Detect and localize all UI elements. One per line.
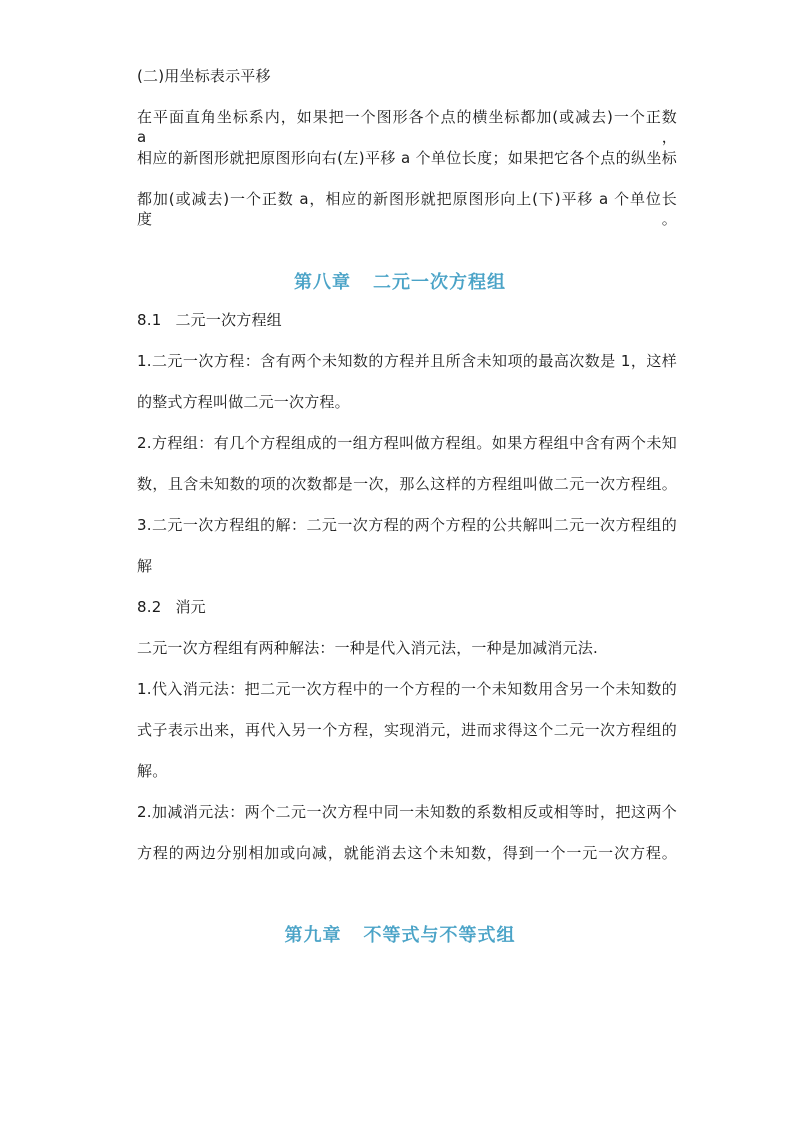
paragraph-line: 1.二元一次方程：含有两个未知数的方程并且所含未知项的最高次数是 1，这样 (137, 352, 677, 370)
subsection-title: 二元一次方程组 (175, 311, 282, 329)
paragraph-line: 的整式方程叫做二元一次方程。 (137, 393, 350, 411)
subsection-title: 消元 (175, 598, 206, 616)
chapter-label: 第八章 (294, 272, 351, 293)
paragraph-line: 二元一次方程组有两种解法：一种是代入消元法，一种是加减消元法. (137, 639, 598, 657)
paragraph-line: 2.方程组：有几个方程组成的一组方程叫做方程组。如果方程组中含有两个未知 (137, 434, 677, 452)
subsection-number: 8.1 (137, 311, 162, 329)
paragraph-line: 解 (137, 557, 153, 575)
paragraph-line: 解。 (137, 762, 168, 780)
subsection-heading (137, 597, 206, 617)
chapter-label: 第九章 (284, 925, 342, 946)
paragraph-line: 相应的新图形就把原图形向右(左)平移 a 个单位长度；如果把它各个点的纵坐标 (137, 149, 677, 167)
paragraph-line: 方程的两边分别相加或向减，就能消去这个未知数，得到一个一元一次方程。 (137, 844, 677, 862)
section-heading: (二)用坐标表示平移 (137, 67, 271, 85)
chapter-8-heading (0, 268, 800, 294)
paragraph-line: 式子表示出来，再代入另一个方程，实现消元，进而求得这个二元一次方程组的 (137, 721, 677, 739)
chapter-title: 不等式与不等式组 (363, 925, 516, 946)
subsection-heading (137, 310, 282, 330)
paragraph-line: 3.二元一次方程组的解：二元一次方程的两个方程的公共解叫二元一次方程组的 (137, 516, 677, 534)
subsection-number: 8.2 (137, 598, 162, 616)
paragraph-line: 在平面直角坐标系内，如果把一个图形各个点的横坐标都加(或减去)一个正数 a， (137, 108, 677, 146)
chapter-title: 二元一次方程组 (373, 272, 506, 293)
paragraph-line: 2.加减消元法：两个二元一次方程中同一未知数的系数相反或相等时，把这两个 (137, 803, 677, 821)
paragraph-line: 都加(或减去)一个正数 a，相应的新图形就把原图形向上(下)平移 a 个单位长度。 (137, 190, 677, 228)
chapter-9-heading (0, 921, 800, 947)
paragraph-line: 数，且含未知数的项的次数都是一次，那么这样的方程组叫做二元一次方程组。 (137, 475, 677, 493)
paragraph-line: 1.代入消元法：把二元一次方程中的一个方程的一个未知数用含另一个未知数的 (137, 680, 677, 698)
